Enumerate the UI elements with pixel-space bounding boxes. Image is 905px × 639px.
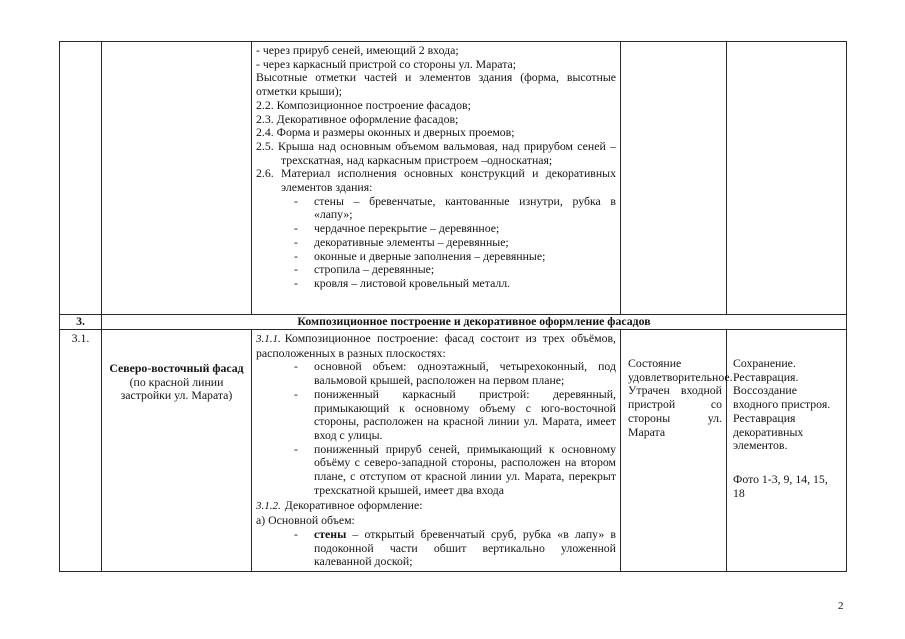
state-text: Состояние удовлетворительное. <box>628 356 733 384</box>
list-item: - пониженный каркасный пристрой: деревянный, примыкающий к основному объему с юго-восточной стороны, расположен на красной линии ул. Марата, имеет вход с улицы. <box>256 388 616 443</box>
text-line: 2.4. Форма и размеры оконных и дверных проемов; <box>256 125 515 140</box>
facade-name: Северо-восточный фасад <box>109 361 244 375</box>
continuation-number-cell <box>60 42 102 315</box>
list-item: - стены – бревенчатые, кантованные изнутри, рубка в «лапу»; <box>256 195 616 222</box>
list-item: - пониженный прируб сеней, примыкающий к основному объёму с северо-западной стороны, расположен на втором плане, с отступом от красной линии ул. Марата, перекрыт трехскатной крышей, имеет два входа <box>256 443 616 498</box>
row-3-1 <box>60 330 847 572</box>
volumes-list <box>256 360 616 497</box>
measures-cell <box>727 330 847 572</box>
section-title: Композиционное построение и декоративное оформление фасадов <box>102 315 847 330</box>
section-heading-row <box>60 315 847 330</box>
continuation-measures-cell <box>727 42 847 315</box>
text-line: - через прируб сеней, имеющий 2 входа; <box>256 43 459 57</box>
state-note: Утрачен входной пристрой со стороны ул. Марата <box>628 383 722 439</box>
section-number: 3. <box>60 315 102 330</box>
list-item: - кровля – листовой кровельный металл. <box>256 277 616 291</box>
list-item: - декоративные элементы – деревянные; <box>256 236 616 250</box>
list-item: - оконные и дверные заполнения – деревянные; <box>256 250 616 264</box>
continuation-name-cell <box>102 42 252 315</box>
subsection-number: 3.1.1. <box>256 333 281 345</box>
subsection-3-1-2 <box>256 499 616 514</box>
text-line: - через каркасный пристрой со стороны ул. Марата; <box>256 56 517 71</box>
list-item: - основной объем: одноэтажный, четырехоконный, под вальмовой крышей, расположен на первом плане; <box>256 360 616 387</box>
decoration-list <box>256 528 616 569</box>
subsection-3-1-1 <box>256 332 616 360</box>
subsection-number: 3.1.2. <box>256 500 281 513</box>
continuation-description-cell <box>252 42 621 315</box>
facade-name-cell <box>102 330 252 572</box>
photo-references: Фото 1-3, 9, 14, 15, 18 <box>733 471 828 500</box>
text-line: 2.2. Композиционное построение фасадов; <box>256 97 471 112</box>
continuation-row <box>60 42 847 315</box>
list-item <box>256 528 616 569</box>
materials-list <box>256 195 616 291</box>
subsection-text: Композиционное построение: фасад состоит из трех объёмов, расположенных в разных плоскостях: <box>256 331 616 360</box>
text-line: 2.6. Материал исполнения основных конструкций и декоративных элементов здания: <box>256 166 616 195</box>
walls-text: – открытый бревенчатый сруб, рубка «в лапу» в подоконной части обшит вертикально уложенной калеванной доской; <box>314 526 616 569</box>
subsection-text: Декоративное оформление: <box>284 498 423 513</box>
walls-label: стены <box>314 526 347 541</box>
text-line: Высотные отметки частей и элементов здания (форма, высотные отметки крыши); <box>256 70 616 99</box>
page-number: 2 <box>838 600 844 612</box>
text-line: 2.3. Декоративное оформление фасадов; <box>256 111 459 126</box>
state-cell <box>621 330 733 572</box>
measures-text: Сохранение. Реставрация. Воссоздание входного пристроя. Реставрация декоративных элементов. <box>733 356 831 453</box>
heritage-table <box>59 41 847 572</box>
main-volume-heading: а) Основной объем: <box>256 513 355 528</box>
facade-location: (по красной линии застройки ул. Марата) <box>120 374 233 403</box>
list-item: - стропила – деревянные; <box>256 263 616 277</box>
text-line: 2.5. Крыша над основным объемом вальмовая, над прирубом сеней – трехскатная, над каркасным пристроем –односкатная; <box>256 138 616 167</box>
row-number: 3.1. <box>60 330 102 572</box>
facade-description-cell <box>252 330 621 572</box>
continuation-state-cell <box>621 42 727 315</box>
list-item: - чердачное перекрытие – деревянное; <box>256 222 616 236</box>
